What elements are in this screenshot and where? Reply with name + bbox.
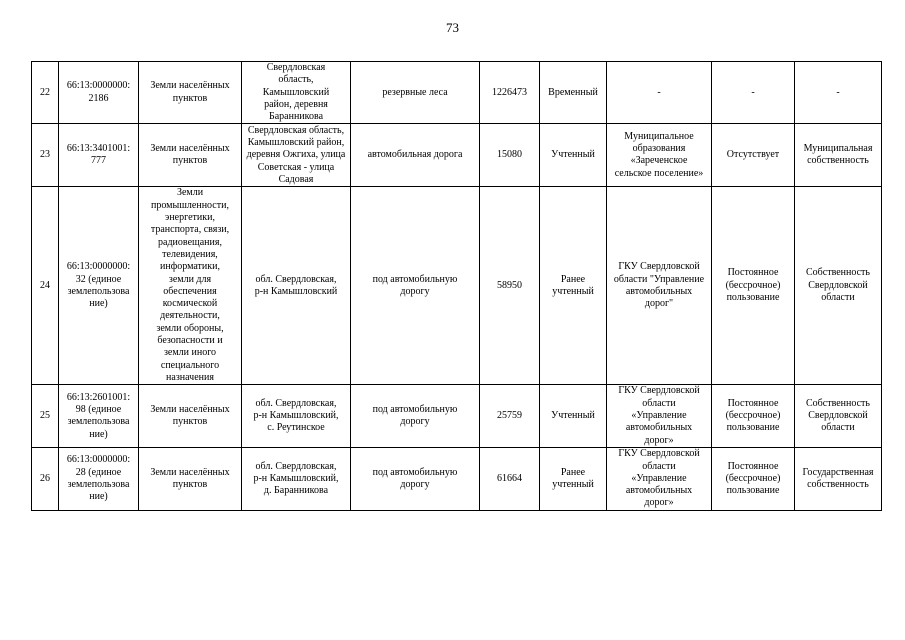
cadastral-number-cell (59, 124, 139, 187)
cadastral-number: 66:13:0000000: 2186 (66, 80, 131, 104)
land-category-cell (139, 62, 242, 124)
status-cell (540, 124, 607, 187)
right-holder-cell (607, 187, 712, 385)
status: Временный (548, 86, 598, 98)
permitted-use-cell (351, 448, 480, 510)
ownership: Муниципальная собственность (803, 143, 873, 167)
right-holder: ГКУ Свердловской области «Управление автомобильных дорог» (618, 448, 700, 509)
area-cell (480, 124, 540, 187)
page-number: 73 (446, 20, 459, 35)
area: 1226473 (492, 86, 527, 98)
area-cell (480, 187, 540, 385)
right-type-cell (712, 124, 795, 187)
permitted-use: под автомобильную дорогу (372, 273, 458, 297)
row-number-cell (32, 385, 59, 448)
row-number: 26 (40, 472, 50, 484)
land-category-cell (139, 448, 242, 510)
address: Свердловская область, Камышловский район, деревня Ожгиха, улица Советская - улица Садовая (246, 124, 346, 185)
row-number-cell (32, 62, 59, 124)
land-category: Земли населённых пунктов (150, 466, 230, 490)
right-holder-cell (607, 124, 712, 187)
row-number: 24 (40, 279, 50, 291)
area: 58950 (497, 279, 522, 291)
right-type-cell (712, 385, 795, 448)
ownership: - (836, 86, 840, 98)
table-row (32, 62, 882, 124)
right-type: - (751, 86, 755, 98)
area: 61664 (497, 472, 522, 484)
ownership: Собственность Свердловской области (806, 267, 870, 303)
land-category: Земли населённых пунктов (150, 143, 230, 167)
right-type-cell (712, 448, 795, 510)
status: Ранее учтенный (552, 273, 594, 297)
land-category-cell (139, 187, 242, 385)
cadastral-number-cell (59, 385, 139, 448)
permitted-use: под автомобильную дорогу (372, 466, 458, 490)
cadastral-number: 66:13:2601001: 98 (единое землепользова ние) (66, 391, 131, 440)
ownership-cell (795, 124, 882, 187)
permitted-use: автомобильная дорога (367, 149, 463, 161)
right-type: Постоянное (бессрочное) пользование (725, 267, 781, 303)
address: обл. Свердловская, р-н Камышловский (254, 273, 338, 297)
right-holder: - (657, 86, 661, 98)
row-number: 22 (40, 86, 50, 98)
status-cell (540, 187, 607, 385)
table-row (32, 124, 882, 187)
land-category: Земли промышленности, энергетики, транспорта, связи, радиовещания, телевидения, информатики, земли для обеспечения космической деятельности, земли обороны, безопасности и земли иного специального назначения (150, 187, 230, 383)
right-holder-cell (607, 448, 712, 510)
address-cell (242, 385, 351, 448)
area: 25759 (497, 410, 522, 422)
permitted-use-cell (351, 187, 480, 385)
cadastral-number-cell (59, 187, 139, 385)
status-cell (540, 62, 607, 124)
status-cell (540, 448, 607, 510)
land-category-cell (139, 385, 242, 448)
address-cell (242, 187, 351, 385)
ownership-cell (795, 448, 882, 510)
ownership-cell (795, 385, 882, 448)
table-row (32, 385, 882, 448)
status: Учтенный (551, 149, 595, 161)
area-cell (480, 62, 540, 124)
row-number-cell (32, 124, 59, 187)
cadastral-number: 66:13:0000000: 32 (единое землепользова ние) (66, 261, 131, 310)
permitted-use-cell (351, 62, 480, 124)
status: Ранее учтенный (552, 466, 594, 490)
right-type-cell (712, 187, 795, 385)
status-cell (540, 385, 607, 448)
right-holder-cell (607, 385, 712, 448)
permitted-use-cell (351, 124, 480, 187)
address: обл. Свердловская, р-н Камышловский, с. Реутинское (253, 397, 339, 434)
permitted-use: под автомобильную дорогу (372, 403, 458, 428)
land-category: Земли населённых пунктов (150, 403, 230, 428)
row-number: 23 (40, 149, 50, 161)
cadastral-number-cell (59, 62, 139, 124)
right-type-cell (712, 62, 795, 124)
area-cell (480, 385, 540, 448)
ownership-cell (795, 187, 882, 385)
land-category: Земли населённых пунктов (150, 80, 230, 104)
area-cell (480, 448, 540, 510)
permitted-use-cell (351, 385, 480, 448)
permitted-use: резервные леса (382, 86, 448, 98)
row-number: 25 (40, 410, 50, 422)
right-type: Постоянное (бессрочное) пользование (725, 397, 781, 434)
cadastral-number: 66:13:0000000: 28 (единое землепользова ние) (66, 454, 131, 503)
right-type: Отсутствует (726, 149, 780, 161)
right-holder: Муниципальное образования «Зареченское сельское поселение» (614, 130, 704, 179)
right-holder: ГКУ Свердловской области "Управление автомобильных дорог" (613, 261, 705, 310)
row-number-cell (32, 448, 59, 510)
right-holder-cell (607, 62, 712, 124)
row-number-cell (32, 187, 59, 385)
address-cell (242, 62, 351, 124)
right-type: Постоянное (бессрочное) пользование (725, 460, 781, 497)
land-plots-table (31, 61, 882, 511)
table-row (32, 187, 882, 385)
status: Учтенный (551, 410, 595, 422)
area: 15080 (497, 149, 522, 161)
land-category-cell (139, 124, 242, 187)
cadastral-number-cell (59, 448, 139, 510)
address: обл. Свердловская, р-н Камышловский, д. Баранникова (253, 460, 339, 497)
ownership-cell (795, 62, 882, 124)
table-row (32, 448, 882, 510)
address-cell (242, 448, 351, 510)
ownership: Государственная собственность (802, 466, 874, 490)
address: Свердловская область, Камышловский район, деревня Баранникова (262, 62, 330, 123)
ownership: Собственность Свердловской области (806, 397, 870, 434)
right-holder: ГКУ Свердловской области «Управление автомобильных дорог» (618, 385, 700, 446)
address-cell (242, 124, 351, 187)
cadastral-number: 66:13:3401001: 777 (66, 143, 131, 167)
